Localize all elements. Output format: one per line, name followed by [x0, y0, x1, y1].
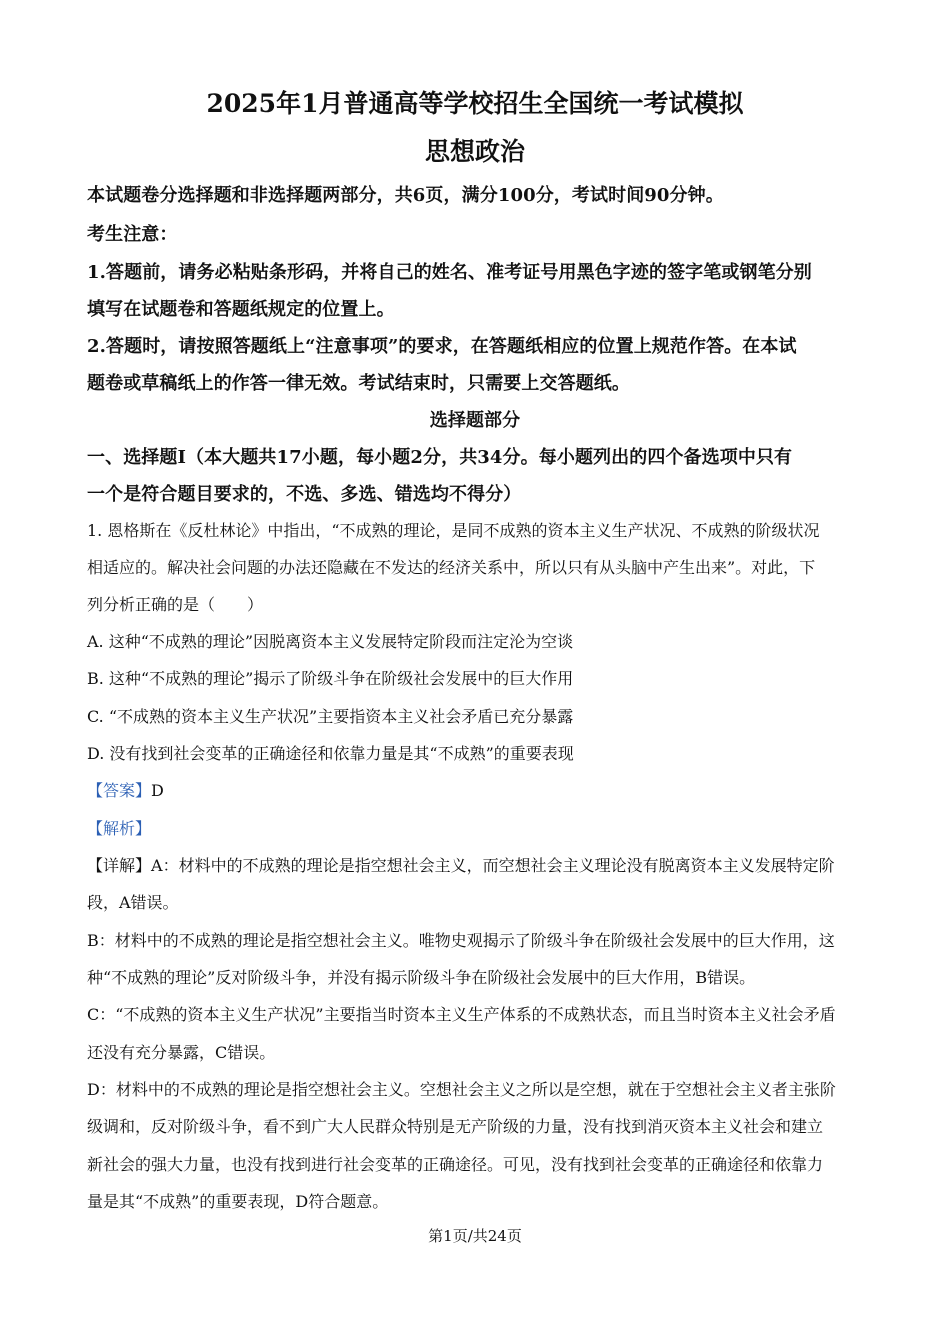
detail-a-line-1	[87, 853, 835, 876]
part1-instruction-line-2: 一个是符合题目要求的，不选、多选、错选均不得分）	[87, 484, 522, 505]
question-1-stem-line-2: 相适应的。解决社会问题的办法还隐藏在不发达的经济关系中，所以只有从头脑中产生出来”。对此，下	[87, 558, 816, 577]
analysis-tag: 【解析】	[87, 819, 152, 838]
notice-2-line-1: 2.答题时，请按照答题纸上“注意事项”的要求，在答题纸相应的位置上规范作答。在本试	[87, 336, 797, 357]
notice-1-line-1: 1.答题前，请务必粘贴条形码，并将自己的姓名、准考证号用黑色字迹的签字笔或钢笔分别	[87, 262, 812, 283]
question-1-stem-line-1: 1. 恩格斯在《反杜林论》中指出，“不成熟的理论，是同不成熟的资本主义生产状况、不成熟的阶级状况	[87, 521, 820, 540]
detail-c-line-1: C：“不成熟的资本主义生产状况”主要指当时资本主义生产体系的不成熟状态，而且当时资本主义社会矛盾	[87, 1005, 836, 1024]
detail-c-line-2: 还没有充分暴露，C错误。	[87, 1043, 276, 1062]
notice-2-line-2: 题卷或草稿纸上的作答一律无效。考试结束时，只需要上交答题纸。	[87, 373, 630, 394]
detail-tag: 【详解】	[87, 856, 152, 875]
notice-title: 考生注意：	[87, 224, 178, 245]
detail-b-line-1: B：材料中的不成熟的理论是指空想社会主义。唯物史观揭示了阶级斗争在阶级社会发展中的巨大作用，这	[87, 931, 835, 950]
analysis-line	[87, 816, 151, 839]
option-c: C. “不成熟的资本主义生产状况”主要指资本主义社会矛盾已充分暴露	[87, 707, 574, 726]
part1-instruction-line-1: 一、选择题Ⅰ（本大题共17小题，每小题2分，共34分。每小题列出的四个备选项中只有	[87, 447, 793, 468]
answer-value: D	[151, 781, 164, 800]
exam-summary: 本试题卷分选择题和非选择题两部分，共6页，满分100分，考试时间90分钟。	[87, 185, 724, 206]
section-heading: 选择题部分	[429, 410, 521, 431]
option-a: A. 这种“不成熟的理论”因脱离资本主义发展特定阶段而注定沦为空谈	[87, 632, 574, 651]
detail-a-text-1: A：材料中的不成熟的理论是指空想社会主义，而空想社会主义理论没有脱离资本主义发展特定阶	[151, 856, 835, 875]
answer-tag: 【答案】	[87, 781, 152, 800]
detail-b-line-2: 种“不成熟的理论”反对阶级斗争，并没有揭示阶级斗争在阶级社会发展中的巨大作用，B错误。	[87, 968, 756, 987]
subject-title: 思想政治	[424, 137, 525, 166]
option-d: D. 没有找到社会变革的正确途径和依靠力量是其“不成熟”的重要表现	[87, 744, 574, 763]
detail-d-line-1: D：材料中的不成熟的理论是指空想社会主义。空想社会主义之所以是空想，就在于空想社会主义者主张阶	[87, 1080, 836, 1099]
page-number: 第1页/共24页	[428, 1227, 522, 1245]
option-b: B. 这种“不成熟的理论”揭示了阶级斗争在阶级社会发展中的巨大作用	[87, 669, 574, 688]
notice-1-line-2: 填写在试题卷和答题纸规定的位置上。	[87, 299, 395, 320]
detail-d-line-2: 级调和，反对阶级斗争，看不到广大人民群众特别是无产阶级的力量，没有找到消灭资本主义社会和建立	[87, 1117, 824, 1136]
exam-title: 2025年1月普通高等学校招生全国统一考试模拟	[206, 89, 744, 118]
detail-d-line-3: 新社会的强大力量，也没有找到进行社会变革的正确途径。可见，没有找到社会变革的正确途径和依靠力	[87, 1155, 824, 1174]
answer-line	[87, 778, 164, 801]
detail-d-line-4: 量是其“不成熟”的重要表现，D符合题意。	[87, 1192, 389, 1211]
detail-a-line-2: 段，A错误。	[87, 893, 179, 912]
question-1-stem-line-3: 列分析正确的是（ ）	[87, 595, 264, 614]
